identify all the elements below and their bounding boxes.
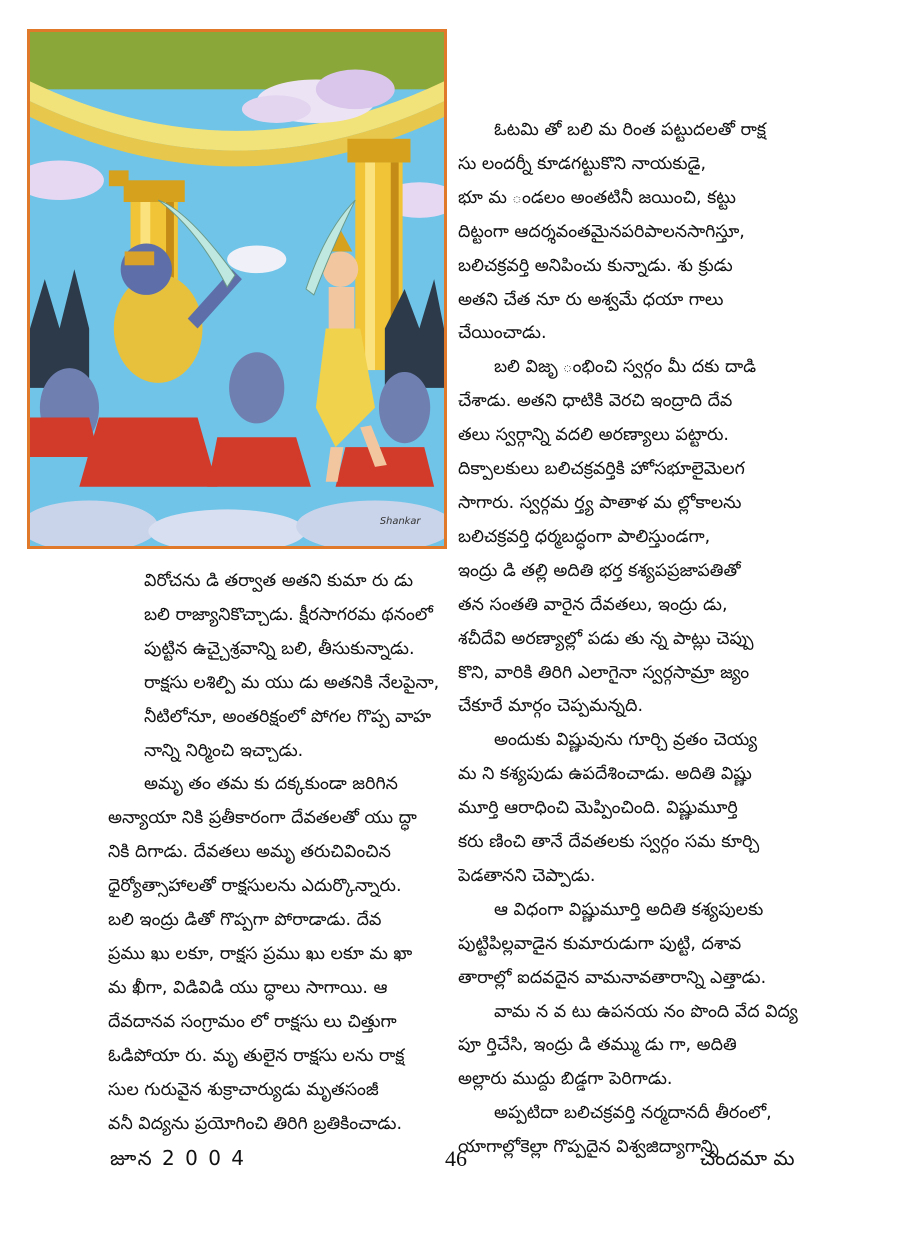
- magazine-name: చందమా మ: [700, 1146, 795, 1170]
- text-line: చేయించాడు.: [458, 323, 547, 344]
- text-line: మ ని కశ్యపుడు ఉపదేశించాడు. అదితి విష్ణు: [458, 764, 752, 785]
- text-line: శచీదేవి అరణ్యాల్లో పడు తు న్న పాట్లు చెప్పు: [458, 628, 754, 649]
- text-line: చేకూరే మార్గం చెప్పమన్నది.: [458, 696, 644, 717]
- text-line: బలి విజృ ంభించి స్వర్గం మీ దకు దాడి: [494, 357, 757, 378]
- text-line: భూ మ ండలం అంతటినీ జయించి, కట్టు: [458, 187, 736, 208]
- text-line: అన్యాయా నికి ప్రతీకారంగా దేవతలతో యు ద్ధా: [108, 808, 417, 829]
- text-line: అప్పటిదా బలిచక్రవర్తి నర్మదానదీ తీరంలో,: [494, 1103, 772, 1124]
- text-line: బలిచక్రవర్తి అనిపించు కున్నాడు. శు క్రుడు: [458, 255, 733, 276]
- text-line: నాన్ని నిర్మించి ఇచ్చాడు.: [144, 740, 304, 761]
- text-line: సుల గురువైన శుక్రాచార్యుడు మృతసంజీ: [108, 1079, 379, 1100]
- text-line: నీటిలోనూ, అంతరిక్షంలో పోగల గొప్ప వాహ: [144, 706, 432, 727]
- text-line: దేవదానవ సంగ్రామం లో రాక్షసు లు చిత్తుగా: [108, 1011, 397, 1032]
- text-line: మూర్తి ఆరాధించి మెప్పించింది. విష్ణుమూర్తి: [458, 798, 738, 819]
- paragraph: [458, 724, 816, 894]
- text-line: విరోచను డి తర్వాత అతని కుమా రు డు: [144, 571, 414, 591]
- text-line: దిట్టంగా ఆదర్శవంతమైనపరిపాలనసాగిస్తూ,: [458, 221, 745, 242]
- text-line: పుట్టిపిల్లవాడైన కుమారుడుగా పుట్టి, దశావ: [458, 933, 742, 954]
- text-line: అందుకు విష్ణువును గూర్చి వ్రతం చెయ్య: [494, 730, 758, 751]
- text-line: దిక్పాలకులు బలిచక్రవర్తికి హోసభూలైమెలగ: [458, 459, 745, 480]
- paragraph: [458, 894, 816, 996]
- battle-scene-illustration: [30, 32, 444, 546]
- paragraph: [108, 565, 450, 768]
- text-line: బలి ఇంద్రు డితో గొప్పగా పోరాడాడు. దేవ: [108, 910, 382, 931]
- text-line: పెడతానని చెప్పాడు.: [458, 865, 596, 886]
- text-line: తలు స్వర్గాన్ని వదలి అరణ్యాలు పట్టారు.: [458, 425, 729, 446]
- text-line: ప్రము ఖు లకూ, రాక్షస ప్రము ఖు లకూ మ ఖా: [108, 943, 413, 964]
- issue-date: జూన 2 0 0 4: [110, 1146, 247, 1170]
- text-line: తన సంతతి వారైన దేవతలు, ఇంద్రు డు,: [458, 594, 728, 615]
- text-line: అమృ తం తమ కు దక్కకుండా జరిగిన: [144, 774, 398, 795]
- illustration: [27, 29, 447, 549]
- page-number: 46: [445, 1146, 467, 1171]
- text-line: యాగాల్లోకెల్లా గొప్పదైన విశ్వజిద్యాగాన్ని: [458, 1137, 719, 1158]
- text-line: పుట్టిన ఉచ్చైశ్రవాన్ని బలి, తీసుకున్నాడు.: [144, 638, 415, 659]
- text-line: ఓడిపోయా రు. మృ తులైన రాక్షసు లను రాక్ష: [108, 1045, 405, 1066]
- text-line: సు లందర్నీ కూడగట్టుకొని నాయకుడై,: [458, 153, 707, 174]
- text-line: ఓటమి తో బలి మ రింత పట్టుదలతో రాక్ష: [494, 120, 766, 140]
- right-column: [458, 114, 816, 1165]
- paragraph: [458, 351, 816, 724]
- text-line: వనీ విద్యను ప్రయోగించి తిరిగి బ్రతికించాడు.: [108, 1113, 403, 1134]
- text-line: బలి రాజ్యానికొచ్చాడు. క్షీరసాగరమ థనంలో: [144, 604, 433, 625]
- text-line: ధైర్యోత్సాహాలతో రాక్షసులను ఎదుర్కొన్నారు.: [108, 876, 402, 897]
- text-line: అల్లారు ముద్దు బిడ్డగా పెరిగాడు.: [458, 1069, 673, 1090]
- text-line: మ ఖీగా, విడివిడి యు ద్ధాలు సాగాయి. ఆ: [108, 977, 388, 998]
- text-line: తారాల్లో ఐదవదైన వామనావతారాన్ని ఎత్తాడు.: [458, 967, 767, 988]
- artist-signature: Shankar: [379, 516, 421, 528]
- paragraph: [108, 768, 450, 1141]
- text-line: అతని చేత నూ రు అశ్వమే ధయా గాలు: [458, 289, 724, 310]
- paragraph: [458, 114, 816, 351]
- text-line: ఇంద్రు డి తల్లి అదితి భర్త కశ్యపప్రజాపతితో: [458, 560, 741, 581]
- paragraph: [458, 996, 816, 1098]
- text-line: రాక్షసు లశిల్పి మ యు డు అతనికి నేలపైనా,: [144, 672, 440, 693]
- text-line: సాగారు. స్వర్గమ ర్త్య పాతాళ మ ల్లోకాలను: [458, 492, 742, 513]
- left-column: [108, 565, 450, 1141]
- text-line: బలిచక్రవర్తి ధర్మబద్ధంగా పాలిస్తుండగా,: [458, 526, 711, 547]
- text-line: ఆ విధంగా విష్ణుమూర్తి అదితి కశ్యపులకు: [494, 899, 764, 920]
- text-line: కొని, వారికి తిరిగి ఎలాగైనా స్వర్గసామ్రా జ్యం: [458, 662, 750, 683]
- text-line: నికి దిగాడు. దేవతలు అమృ తరుచివించిన: [108, 842, 391, 863]
- text-line: పూ ర్తిచేసి, ఇంద్రు డి తమ్ము డు గా, అదితి: [458, 1035, 737, 1056]
- text-line: కరు ణించి తానే దేవతలకు స్వర్గం సమ కూర్చి: [458, 832, 760, 853]
- text-line: వామ న వ టు ఉపనయ నం పొంది వేద విద్య: [494, 1001, 798, 1022]
- text-line: చేశాడు. అతని ధాటికి వెరచి ఇంద్రాది దేవ: [458, 391, 733, 412]
